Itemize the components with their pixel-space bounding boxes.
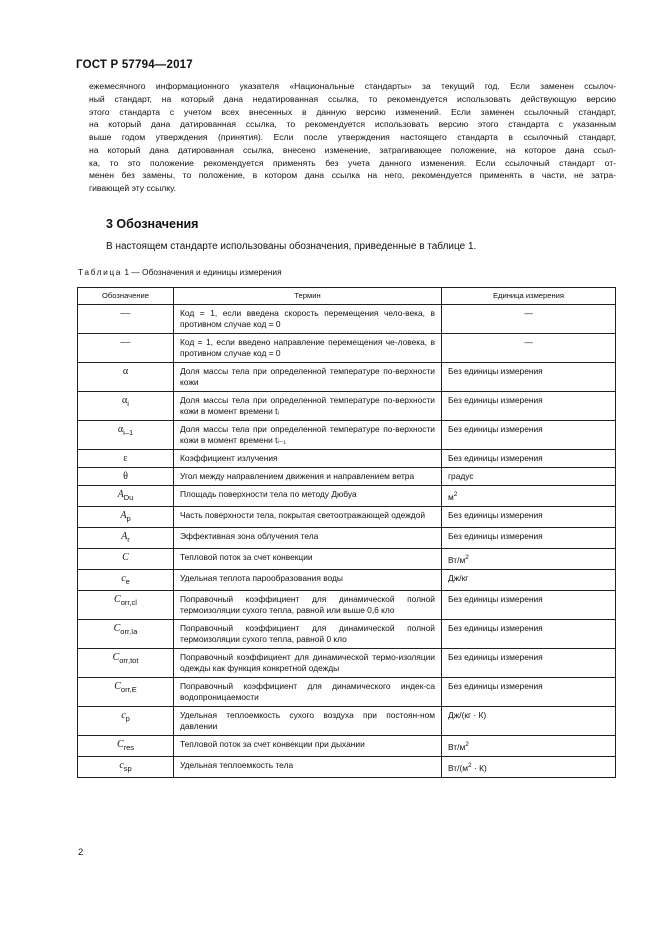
table-row	[78, 569, 616, 590]
table-row	[78, 735, 616, 756]
cell-term: Тепловой поток за счет конвекции	[174, 549, 442, 570]
symbol-main: C	[113, 622, 121, 634]
symbol-subscript: p	[126, 514, 131, 523]
table-row	[78, 756, 616, 777]
unit-superscript: 2	[465, 554, 469, 561]
symbol-subscript: Du	[123, 493, 134, 502]
symbol-main: C	[122, 552, 129, 563]
cell-unit	[442, 421, 616, 450]
cell-symbol	[78, 468, 174, 486]
table-row	[78, 305, 616, 334]
symbol-subscript: orr,Ia	[120, 626, 138, 636]
cell-symbol	[78, 486, 174, 507]
cell-symbol	[78, 507, 174, 528]
symbol-subscript: p	[125, 713, 130, 723]
unit-text: Без единицы измерения	[448, 366, 543, 376]
cell-term: Площадь поверхности тела по методу Дюбуа	[174, 486, 442, 507]
symbol-main: θ	[123, 471, 128, 482]
table-caption-text: 1 — Обозначения и единицы измерения	[124, 267, 282, 277]
table-row	[78, 392, 616, 421]
unit-text: Без единицы измерения	[448, 531, 543, 541]
cell-term: Поправочный коэффициент для динамической полной термоизоляции сухого тепла, равной или выше 0,6 кло	[174, 590, 442, 619]
table-row	[78, 648, 616, 677]
cell-symbol	[78, 590, 174, 619]
cell-term: Код = 1, если введено направление перемещения че-ловека, в противном случае код = 0	[174, 334, 442, 363]
cell-symbol	[78, 305, 174, 334]
symbol-main: C	[114, 680, 121, 692]
cell-symbol	[78, 392, 174, 421]
unit-text: Без единицы измерения	[448, 680, 543, 691]
cell-unit	[442, 648, 616, 677]
cell-symbol	[78, 569, 174, 590]
table-row	[78, 486, 616, 507]
page-number: 2	[78, 847, 84, 858]
intro-text	[89, 80, 616, 195]
unit-superscript: 2	[468, 761, 472, 769]
symbol-main: A	[121, 531, 128, 542]
cell-term: Эффективная зона облучения тела	[174, 528, 442, 549]
cell-term: Код = 1, если введена скорость перемещения чело-века, в противном случае код = 0	[174, 305, 442, 334]
cell-unit	[442, 507, 616, 528]
table-row	[78, 363, 616, 392]
intro-line: гивающей эту ссылку.	[89, 183, 176, 193]
table-row	[78, 421, 616, 450]
symbol-main: c	[121, 709, 126, 721]
cell-term: Тепловой поток за счет конвекции при дыхании	[174, 735, 442, 756]
symbol-main: C	[112, 651, 120, 663]
cell-unit	[442, 528, 616, 549]
cell-term: Поправочный коэффициент для динамической термо-изоляции одежды как функция конкретной одежды	[174, 648, 442, 677]
cell-term: Доля массы тела при определенной температуре по-верхности кожи в момент времени tᵢ	[174, 392, 442, 421]
table-row	[78, 528, 616, 549]
table-caption	[78, 267, 282, 277]
unit-superscript: 2	[453, 491, 458, 498]
cell-symbol	[78, 706, 174, 735]
cell-term: Часть поверхности тела, покрытая светоотражающей одеждой	[174, 507, 442, 528]
table-row	[78, 619, 616, 648]
cell-unit	[442, 619, 616, 648]
symbol-main: —	[120, 308, 131, 319]
cell-symbol	[78, 450, 174, 468]
symbol-main: α	[117, 424, 124, 435]
cell-unit	[442, 305, 616, 334]
unit-text: Вт/м	[448, 554, 466, 565]
cell-term: Доля массы тела при определенной температуре по-верхности кожи в момент времени tᵢ₋₁	[174, 421, 442, 450]
symbol-subscript: i–1	[123, 428, 134, 437]
cell-unit	[442, 334, 616, 363]
cell-unit	[442, 549, 616, 570]
cell-term: Удельная теплота парообразования воды	[174, 569, 442, 590]
cell-term: Угол между направлением движения и направлением ветра	[174, 468, 442, 486]
cell-symbol	[78, 756, 174, 777]
intro-line: ный стандарт, на который дана недатированная ссылка, то рекомендуется использовать действующую версию	[89, 93, 616, 104]
symbol-subscript: r	[127, 535, 130, 544]
intro-line: ка, то это положение рекомендуется применять без учета данного изменения. Если ссылочный стандарт от-	[89, 157, 616, 168]
table-row	[78, 468, 616, 486]
intro-line: менен без замены, то положение, в котором дана ссылка на него, рекомендуется применять в части, не затра-	[89, 170, 616, 181]
symbol-main: A	[120, 510, 127, 521]
cell-symbol	[78, 549, 174, 570]
cell-symbol	[78, 363, 174, 392]
unit-text: —	[524, 337, 533, 347]
symbol-main: ε	[123, 453, 128, 464]
cell-symbol	[78, 528, 174, 549]
col-header-unit: Единица измерения	[442, 288, 616, 305]
unit-text: Без единицы измерения	[448, 510, 543, 520]
cell-unit	[442, 677, 616, 706]
symbol-subscript: i	[127, 399, 129, 408]
cell-symbol	[78, 421, 174, 450]
symbol-main: C	[116, 738, 124, 750]
table-header-row	[78, 288, 616, 305]
unit-text: м	[448, 491, 454, 502]
unit-text: Без единицы измерения	[448, 395, 543, 405]
unit-text: Без единицы измерения	[448, 453, 543, 463]
cell-unit	[442, 590, 616, 619]
cell-unit	[442, 756, 616, 777]
table-row	[78, 706, 616, 735]
doc-code: ГОСТ Р 57794—2017	[76, 59, 193, 71]
table-caption-label: Таблица	[78, 267, 123, 277]
intro-line: на который дана датированная ссылка, то рекомендуется использовать версию этого стандарта с указанным	[89, 119, 616, 130]
col-header-term: Термин	[174, 288, 442, 305]
cell-unit	[442, 468, 616, 486]
unit-text: Дж/(кг · К)	[448, 709, 487, 720]
unit-text: градус	[448, 471, 474, 481]
section-lead: В настоящем стандарте использованы обозначения, приведенные в таблице 1.	[106, 241, 477, 252]
symbol-main: α	[122, 395, 128, 406]
symbol-subscript: orr,cl	[120, 597, 137, 607]
symbols-table	[77, 287, 616, 778]
cell-unit	[442, 392, 616, 421]
symbol-subscript: res	[123, 742, 135, 752]
symbol-main: c	[119, 759, 124, 771]
symbol-subscript: sp	[123, 763, 132, 773]
unit-text: Вт/(м	[448, 762, 469, 773]
unit-text: Без единицы измерения	[448, 424, 543, 434]
cell-unit	[442, 706, 616, 735]
symbol-main: C	[114, 593, 121, 605]
col-header-symbol: Обозначение	[78, 288, 174, 305]
intro-line: выше годом утверждения (принятия). Если после утверждения настоящего стандарта в ссылочный стандарт,	[89, 132, 616, 142]
cell-symbol	[78, 735, 174, 756]
intro-line: этого стандарта с учетом всех внесенных в данную версию изменений. Если заменен ссылочный стандарт,	[89, 106, 616, 117]
unit-text: —	[524, 308, 533, 318]
cell-term: Удельная теплоемкость сухого воздуха при постоян-ном давлении	[174, 706, 442, 735]
unit-tail: · К)	[471, 762, 487, 773]
symbol-main: A	[117, 489, 124, 500]
table-row	[78, 590, 616, 619]
table-row	[78, 549, 616, 570]
intro-line: на который дана датированная ссылка, внесено изменение, затрагивающее положение, на которое дана ссыл-	[89, 144, 616, 155]
cell-symbol	[78, 677, 174, 706]
cell-term: Поправочный коэффициент для динамической полной термоизоляции сухого тепла, равной 0 кло	[174, 619, 442, 648]
cell-unit	[442, 735, 616, 756]
intro-line: ежемесячного информационного указателя «Национальные стандарты» за текущий год. Если заменен ссылоч-	[89, 81, 616, 91]
section-title: 3 Обозначения	[106, 217, 199, 231]
unit-text: Вт/м	[448, 741, 466, 752]
table-row	[78, 677, 616, 706]
cell-symbol	[78, 334, 174, 363]
unit-text: Без единицы измерения	[448, 651, 543, 662]
cell-symbol	[78, 648, 174, 677]
cell-unit	[442, 450, 616, 468]
table-row	[78, 450, 616, 468]
symbol-main: α	[122, 366, 129, 377]
cell-symbol	[78, 619, 174, 648]
table-row	[78, 334, 616, 363]
unit-superscript: 2	[465, 740, 469, 748]
cell-term: Коэффициент излучения	[174, 450, 442, 468]
unit-text: Без единицы измерения	[448, 593, 543, 604]
symbol-subscript: e	[125, 576, 130, 586]
cell-unit	[442, 486, 616, 507]
table-row	[78, 507, 616, 528]
symbol-subscript: orr,E	[120, 684, 137, 694]
cell-unit	[442, 569, 616, 590]
symbol-main: —	[120, 337, 131, 348]
cell-term: Доля массы тела при определенной температуре по-верхности кожи	[174, 363, 442, 392]
symbol-subscript: orr,tot	[119, 655, 139, 665]
cell-term: Поправочный коэффициент для динамического индек-са водопроницаемости	[174, 677, 442, 706]
cell-term: Удельная теплоемкость тела	[174, 756, 442, 777]
unit-text: Без единицы измерения	[448, 622, 543, 633]
cell-unit	[442, 363, 616, 392]
symbol-main: c	[121, 572, 126, 584]
unit-text: Дж/кг	[448, 572, 469, 583]
